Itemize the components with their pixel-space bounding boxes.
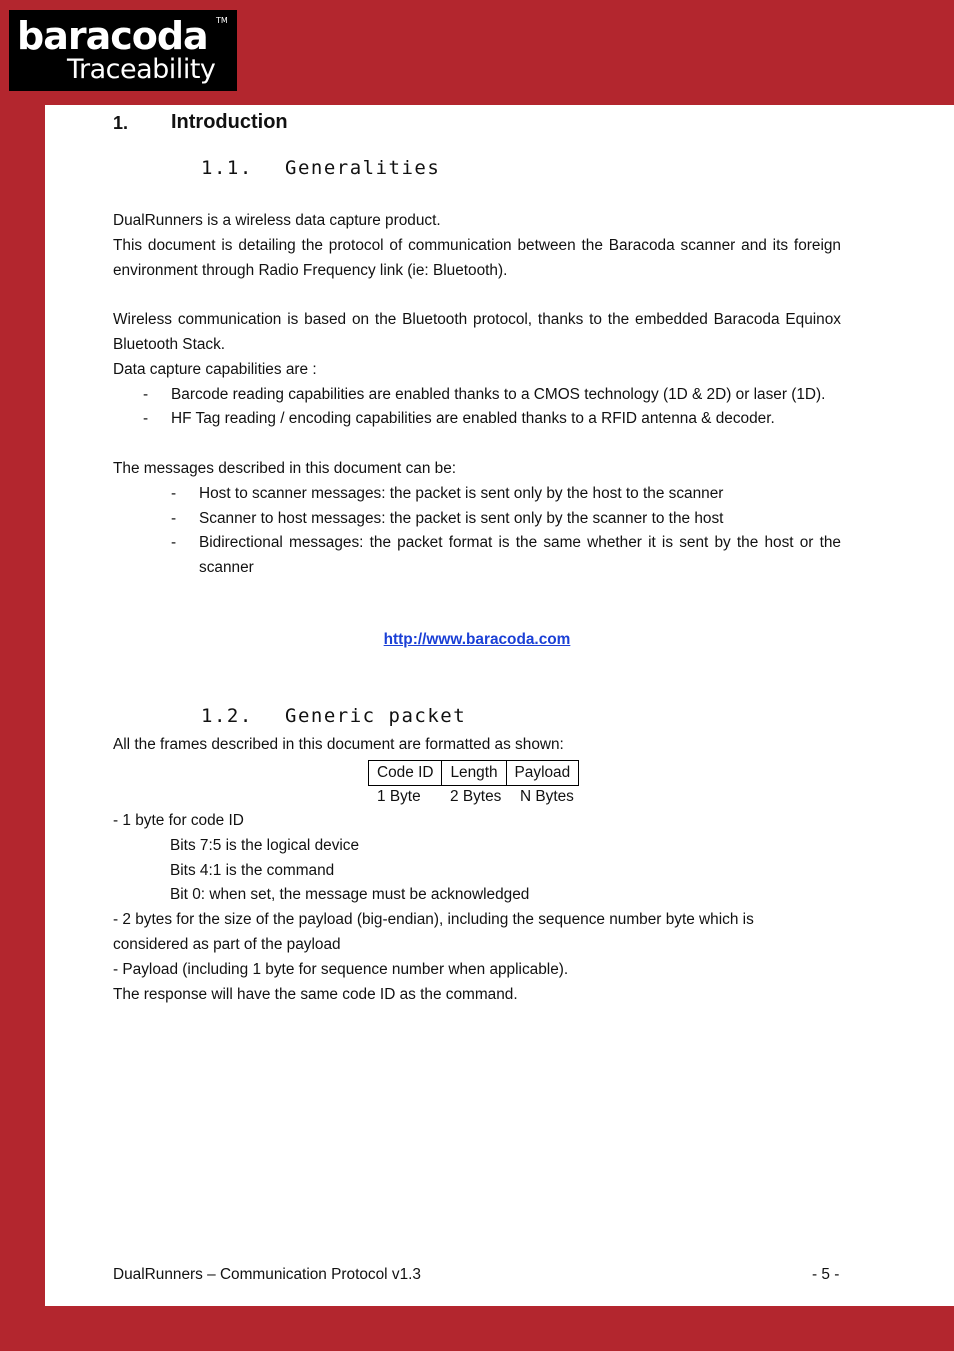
packet-format-table bbox=[368, 760, 579, 786]
generalities-body bbox=[113, 209, 841, 581]
detail-line: - 2 bytes for the size of the payload (big-endian), including the sequence number byte which is bbox=[113, 911, 754, 929]
size-length: 2 Bytes bbox=[450, 788, 502, 805]
section-1-1-title: Generalities bbox=[285, 157, 441, 179]
paragraph: The messages described in this document can be: bbox=[113, 459, 457, 477]
footer-page-number: - 5 - bbox=[812, 1266, 840, 1283]
paragraph: This document is detailing the protocol of communication between the Baracoda scanner and its foreign environment through Radio Frequency link (ie: Bluetooth). bbox=[113, 236, 841, 279]
list-item: - Bidirectional messages: the packet format is the same whether it is sent by the host or the scanner bbox=[171, 534, 841, 577]
detail-line: The response will have the same code ID as the command. bbox=[113, 985, 518, 1003]
size-payload: N Bytes bbox=[520, 788, 574, 805]
section-1-number: 1. bbox=[113, 113, 129, 133]
section-1-2-title: Generic packet bbox=[285, 705, 467, 727]
detail-line: - Payload (including 1 byte for sequence number when applicable). bbox=[113, 960, 569, 978]
detail-line: Bits 7:5 is the logical device bbox=[170, 836, 360, 854]
section-1-1-number: 1.1. bbox=[201, 157, 253, 179]
packet-details bbox=[113, 809, 841, 1007]
table-header-payload: Payload bbox=[506, 761, 579, 786]
footer-title: DualRunners – Communication Protocol v1.3 bbox=[113, 1266, 421, 1283]
logo-subtitle: Traceability bbox=[67, 54, 216, 85]
paragraph: Wireless communication is based on the Bluetooth protocol, thanks to the embedded Baracoda Equinox Bluetooth Stack. bbox=[113, 311, 841, 353]
paragraph: Data capture capabilities are : bbox=[113, 360, 317, 378]
detail-line: Bits 4:1 is the command bbox=[170, 861, 335, 879]
logo-brand: baracoda bbox=[17, 14, 208, 58]
logo-trademark: TM bbox=[216, 16, 228, 25]
paragraph: DualRunners is a wireless data capture product. bbox=[113, 212, 441, 229]
detail-line: Bit 0: when set, the message must be acknowledged bbox=[170, 886, 530, 904]
table-header-length: Length bbox=[442, 761, 506, 786]
list-item: - HF Tag reading / encoding capabilities are enabled thanks to a RFID antenna & decoder. bbox=[143, 410, 775, 428]
section-1-title: Introduction bbox=[171, 111, 288, 133]
detail-line: - 1 byte for code ID bbox=[113, 812, 244, 829]
baracoda-website-link[interactable]: http://www.baracoda.com bbox=[383, 631, 571, 648]
list-item: - Barcode reading capabilities are enabled thanks to a CMOS technology (1D & 2D) or laser (1D). bbox=[143, 385, 826, 403]
baracoda-logo bbox=[9, 10, 237, 91]
list-item: - Scanner to host messages: the packet is sent only by the scanner to the host bbox=[171, 509, 724, 527]
size-code-id: 1 Byte bbox=[377, 788, 421, 805]
packet-intro: All the frames described in this document are formatted as shown: bbox=[113, 736, 564, 753]
section-1-2-number: 1.2. bbox=[201, 705, 253, 727]
table-header-code-id: Code ID bbox=[369, 761, 442, 786]
detail-line: considered as part of the payload bbox=[113, 935, 341, 953]
list-item: - Host to scanner messages: the packet is sent only by the host to the scanner bbox=[171, 484, 724, 502]
